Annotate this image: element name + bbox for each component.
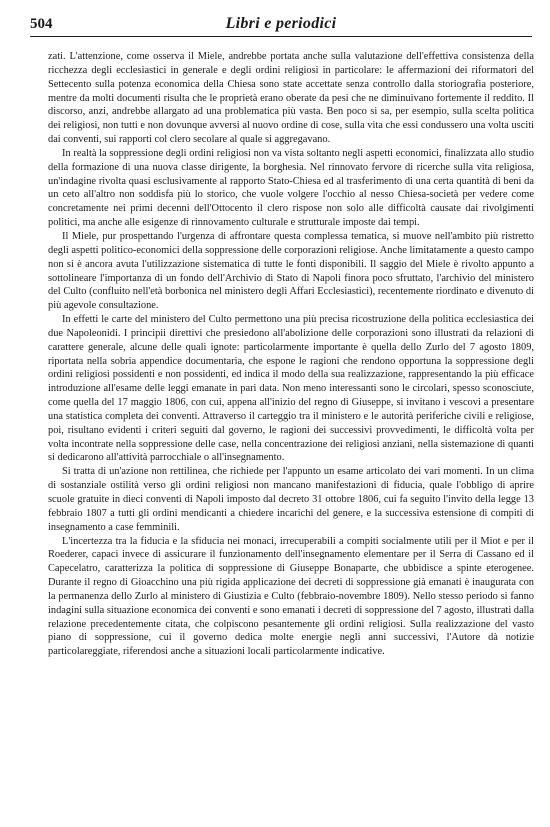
paragraph: In effetti le carte del ministero del Culto permettono una più precisa ricostruzione della politica ecclesiastica dei due Napoleonidi. I principii direttivi che presiedono all'abolizione delle corporazioni sono illustrati da relazioni di carattere generale, alcune delle quali ignote: particolarmente importante è quella dello Zurlo del 7 agosto 1809, riportata nella sobria appendice documentaria, che espone le ragioni che rendono opportuna la soppressione degli ordini religiosi possidenti e non possidenti, ed indica il modo della sua realizzazione, rappresentando la più efficace introduzione all'esame delle leggi emanate in pari data. Non meno interessanti sono le circolari, spesso sconosciute, come quella del 17 maggio 1806, con cui, appena all'inizio del regno di Giuseppe, si invitano i vescovi a presentare una statistica completa dei conventi. Attraverso il carteggio tra il ministero e le autorità periferiche civili e religiose, poi, risultano evidenti i criteri seguiti dal governo, le ragioni dei successivi provvedimenti, le difficoltà volta per volta incontrate nella soppressione delle case, nella concentrazione dei religiosi anziani, nella sistemazione di quanti si dedicarono all'attività parrocchiale o all'insegnamento.: [48, 314, 534, 464]
paragraph: Si tratta di un'azione non rettilinea, che richiede per l'appunto un esame articolato dei vari momenti. In un clima di sostanziale ostilità verso gli ordini religiosi non mancano manifestazioni di fiducia, quale l'obbligo di aprire scuole gratuite in dieci conventi di Napoli imposto dal decreto 31 ottobre 1806, cui fa seguito l'invito della legge 13 febbraio 1807 a tutti gli ordini mendicanti a chiedere incarichi del genere, e la successiva estensione di compiti di insegnamento a case femminili.: [48, 466, 534, 533]
paragraph: Il Miele, pur prospettando l'urgenza di affrontare questa complessa tematica, si muove nell'ambito più ristretto degli aspetti politico-economici della soppressione delle corporazioni religiose. Anche limitatamente a questo campo non si è ancora avuta l'utilizzazione sistematica di tutte le fonti disponibili. Il saggio del Miele è rivolto appunto a sottolineare l'importanza di un fondo dell'Archivio di Stato di Napoli finora poco sfruttato, l'archivio del ministero del Culto (confluito nell'età borbonica nel ministero degli Affari Ecclesiastici), recentemente riordinato e divenuto di più agevole consultazione.: [48, 230, 534, 312]
page-number: 504: [30, 16, 53, 32]
page-header: [30, 6, 532, 42]
header-rule: [30, 36, 532, 37]
paragraph: L'incertezza tra la fiducia e la sfiducia nei monaci, irrecuperabili a compiti socialmente utili per il Miot e per il Roederer, capaci invece di assicurare il funzionamento dell'insegnamento elementare per il Serra di Cassano ed il Capecelatro, caratterizza la politica di soppressione di Giuseppe Bonaparte, che ubbidisce a spinte eterogenee. Durante il regno di Gioacchino una più rigida applicazione dei decreti di soppressione già emanati è inaugurata con la permanenza dello Zurlo al ministero di Giustizia e Culto (febbraio-novembre 1809). Nello stesso periodo si fanno indagini sulla situazione economica dei conventi e sono emanati i decreti di soppressione del 7 agosto, illustrati dalla relazione precedentemente citata, che colpiscono pesantemente gli ordini religiosi. Sulla realizzazione del vasto piano di soppressione, cui il governo dedica molte energie negli anni successivi, l'Autore dà notizie particolareggiate, riferendosi anche a situazioni locali particolarmente indicative.: [48, 535, 534, 658]
body-text: [48, 50, 534, 659]
paragraph: zati. L'attenzione, come osserva il Miele, andrebbe portata anche sulla valutazione dell'effettiva consistenza della ricchezza degli ecclesiastici in generale e degli ordini religiosi in particolare: le affermazioni dei riformatori del Settecento sulla potenza economica della Chiesa sono state accettate senza controllo dalla storiografia posteriore, mentre da molti documenti risulta che le proprietà erano oberate da pesi che ne diminuivano fortemente il reddito. Il discorso, anzi, andrebbe allargato ad una problematica più vasta. Ben poco si sa, per esempio, sulla scelta politica dei religiosi, non tutti e non dovunque avversi al nuovo ordine di cose, sulla vita che essi condussero una volta usciti dai conventi, sui rapporti col clero secolare al quale si aggregavano.: [48, 51, 534, 146]
paragraph: In realtà la soppressione degli ordini religiosi non va vista soltanto negli aspetti economici, finalizzata allo studio della formazione di una nuova classe dirigente, la borghesia. Nel rinnovato fervore di ricerche sulla vita religiosa, un'indagine rivolta quasi esclusivamente al rapporto Stato-Chiesa ed al trasferimento di una certa quantità di beni da un ceto all'altro non soddisfa più lo storico, che vuole volgere l'occhio al nesso Chiesa-società per vedere come concretamente nei primi decenni dell'Ottocento il clero rispose non solo alle difficoltà causate dai rivolgimenti politici, ma anche alle esigenze di rinnovamento culturale e strutturale imposte dai tempi.: [48, 147, 534, 229]
running-title: Libri e periodici: [225, 15, 337, 32]
